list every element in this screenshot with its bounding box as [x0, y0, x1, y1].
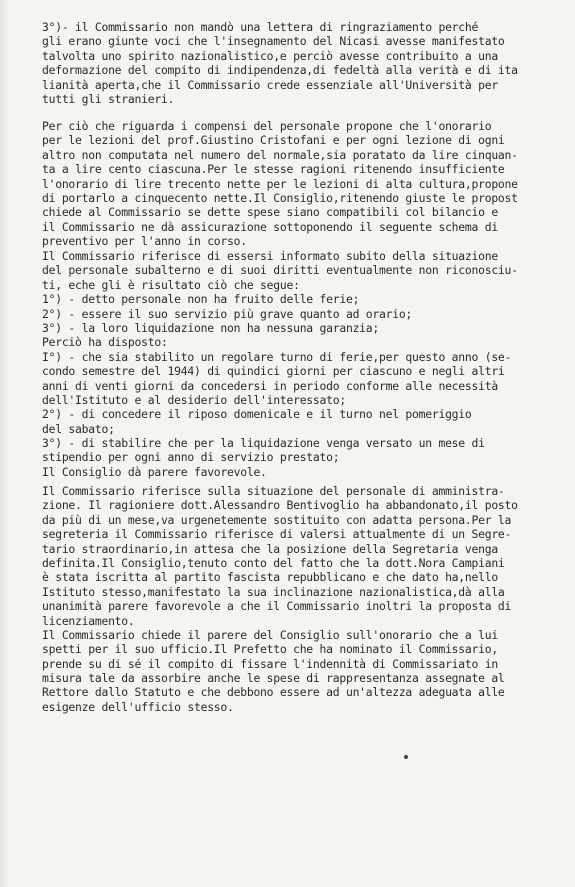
- text-line: I°) - che sia stabilito un regolare turno di ferie,per questo anno (se-: [42, 349, 512, 364]
- text-line: chiede al Commissario se dette spese siano compatibili col bilancio e: [42, 205, 498, 220]
- text-line: misura tale da assorbire anche le spese di rappresentanza assegnate al: [42, 671, 505, 686]
- text-line: Il Consiglio dà parere favorevole.: [42, 464, 267, 479]
- text-line: dell'Istituto e al desiderio dell'interessato;: [42, 392, 346, 407]
- text-line: del personale subalterno e di suoi diritti eventualmente non riconosciu-: [42, 263, 518, 278]
- text-line: unanimità parere favorevole a che il Commissario inoltri la proposta di: [42, 599, 512, 614]
- text-line: il Commissario ne dà assicurazione sottoponendo il seguente schema di: [42, 219, 498, 234]
- text-line: 3°) - la loro liquidazione non ha nessuna garanzia;: [42, 320, 379, 335]
- text-line: 2°) - essere il suo servizio più grave quanto ad orario;: [42, 306, 413, 321]
- ink-dot-mark: [404, 755, 408, 759]
- text-line: da più di un mese,va urgenetemente sostituito con adatta persona.Per la: [42, 512, 512, 527]
- text-line: esigenze dell'ufficio stesso.: [42, 699, 234, 714]
- paragraph-personale-amministrazione: [42, 484, 572, 714]
- text-line: ti, eche gli è risultato ciò che segue:: [42, 277, 300, 292]
- text-line: licenziamento.: [42, 613, 135, 628]
- text-line: Il Commissario riferisce sulla situazione del personale di amministra-: [42, 484, 505, 498]
- paragraph-compensi-personale: [42, 119, 572, 249]
- text-line: Rettore dallo Statuto e che debbono essere ad un'altezza adeguata alle: [42, 685, 505, 700]
- text-line: gli erano giunte voci che l'insegnamento del Nicasi avesse manifestato: [42, 34, 505, 49]
- page-edge-shadow: [0, 0, 10, 887]
- paragraph-commissario-nicasi: [42, 20, 572, 106]
- text-line: prende su di sé il compito di fissare l'indennità di Commissariato in: [42, 656, 498, 671]
- text-line: del sabato;: [42, 421, 115, 436]
- text-line: deformazione del compito di indipendenza,di fedeltà alla verità e di ita: [42, 63, 518, 78]
- paragraph-personale-subalterno: [42, 249, 572, 479]
- text-line: tutti gli stranieri.: [42, 91, 175, 106]
- text-line: Il Commissario riferisce di essersi informato subito della situazione: [42, 249, 498, 263]
- text-line: Il Commissario chiede il parere del Consiglio sull'onorario che a lui: [42, 627, 498, 642]
- text-line: talvolta uno spirito nazionalistico,e perciò avesse contribuito a una: [42, 48, 498, 63]
- text-line: tario straordinario,in attesa che la posizione della Segretaria venga: [42, 541, 498, 556]
- text-line: stipendio per ogni anno di servizio prestato;: [42, 450, 340, 465]
- text-line: preventivo per l'anno in corso.: [42, 234, 247, 249]
- text-line: anni di venti giorni da concedersi in periodo conforme alle necessità: [42, 378, 498, 393]
- text-line: Perciò ha disposto:: [42, 335, 168, 350]
- text-line: zione. Il ragioniere dott.Alessandro Bentivoglio ha abbandonato,il posto: [42, 498, 518, 513]
- text-line: Per ciò che riguarda i compensi del personale propone che l'onorario: [42, 119, 492, 133]
- text-line: spetti per il suo ufficio.Il Prefetto che ha nominato il Commissario,: [42, 642, 498, 657]
- text-line: 3°)- il Commissario non mandò una lettera di ringraziamento perché: [42, 20, 479, 34]
- text-line: 3°) - di stabilire che per la liquidazione venga versato un mese di: [42, 436, 485, 451]
- text-line: per le lezioni del prof.Giustino Cristofani e per ogni lezione di ogni: [42, 133, 505, 148]
- text-line: altro non computata nel numero del normale,sia poratato da lire cinquan-: [42, 147, 518, 162]
- text-line: è stata iscritta al partito fascista repubblicano e che dato ha,nello: [42, 570, 498, 585]
- text-line: definita.Il Consiglio,tenuto conto del fatto che la dott.Nora Campiani: [42, 555, 505, 570]
- text-line: condo semestre del 1944) di quindici giorni per ciascuno e negli altri: [42, 364, 505, 379]
- text-line: ta a lire cento ciascuna.Per le stesse ragioni ritenendo insufficiente: [42, 162, 505, 177]
- text-line: lianità aperta,che il Commissario crede essenziale all'Università per: [42, 77, 498, 92]
- text-line: 2°) - di concedere il riposo domenicale e il turno nel pomeriggio: [42, 407, 472, 422]
- text-line: l'onorario di lire trecento nette per le lezioni di alta cultura,propone: [42, 176, 518, 191]
- text-line: Istituto stesso,manifestato la sua inclinazione nazionalistica,dà alla: [42, 584, 505, 599]
- text-line: 1°) - detto personale non ha fruito delle ferie;: [42, 292, 360, 307]
- text-line: segreteria il Commissario riferisce di valersi attualmente di un Segre-: [42, 527, 512, 542]
- text-line: di portarlo a cinquecento nette.Il Consiglio,ritenendo giuste le propost: [42, 190, 518, 205]
